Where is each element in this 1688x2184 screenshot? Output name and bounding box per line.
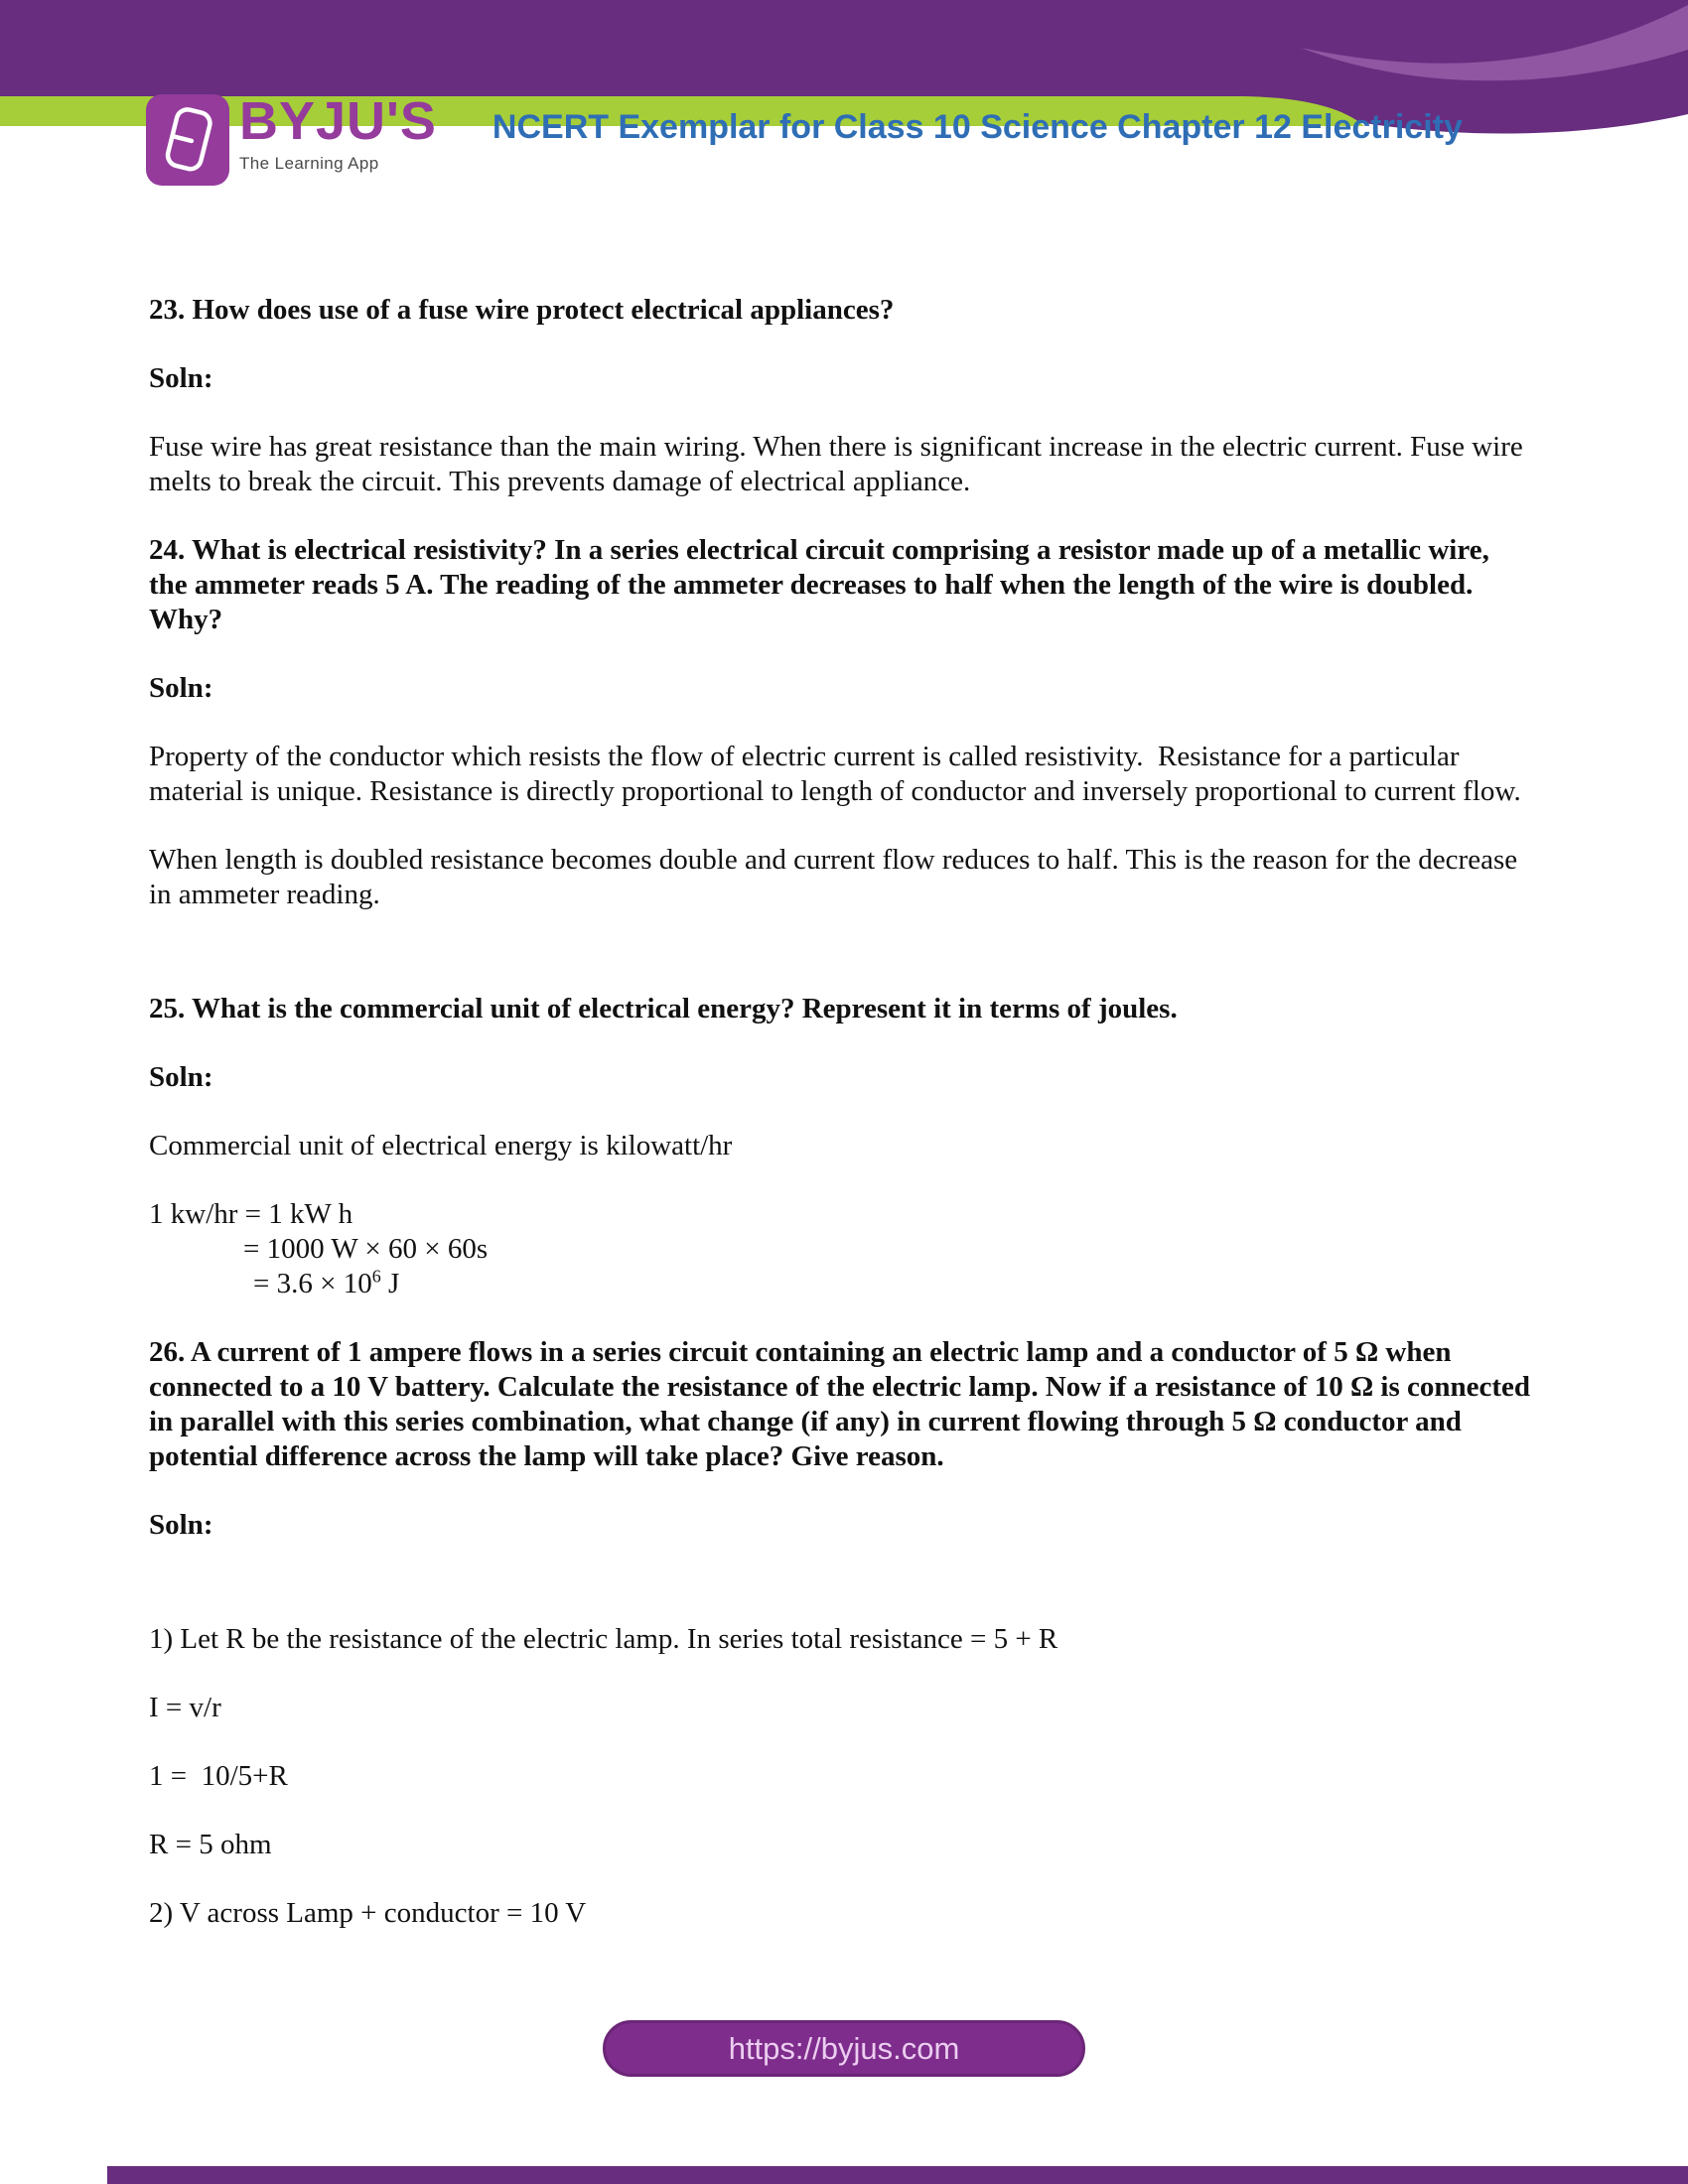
math-line: 1 kw/hr = 1 kW h xyxy=(149,1198,353,1230)
math-line: = 1000 W × 60 × 60s xyxy=(243,1233,489,1265)
solution-paragraph: When length is doubled resistance becomes double and current flow reduces to half. This is the reason for the decrease in ammeter reading. xyxy=(149,844,1525,910)
byjus-brand-name: BYJU'S xyxy=(239,91,437,151)
superscript-exponent: 6 xyxy=(371,1266,381,1287)
solution-paragraph: 1) Let R be the resistance of the electric lamp. In series total resistance = 5 + R xyxy=(149,1623,1058,1655)
byjus-logo-text xyxy=(239,91,437,174)
solution-paragraph: 2) V across Lamp + conductor = 10 V xyxy=(149,1897,587,1929)
solution-paragraph: I = v/r xyxy=(149,1692,221,1723)
solution-label: Soln: xyxy=(149,1061,213,1093)
solution-paragraph: Fuse wire has great resistance than the main wiring. When there is significant increase in the electric current. Fuse wire melts to break the circuit. This prevents damage of electrical appliance. xyxy=(149,431,1530,497)
byjus-b-icon xyxy=(146,94,229,186)
solution-paragraph: Commercial unit of electrical energy is kilowatt/hr xyxy=(149,1130,733,1161)
math-line: = $3.6 \times 10^6$ J xyxy=(253,1266,400,1299)
solution-paragraph: 1 = 10/5+R xyxy=(149,1760,288,1792)
question-text: 26. A current of 1 ampere flows in a series circuit containing an electric lamp and a conductor of 5 Ω when connected to a 10 V battery. Calculate the resistance of the electric lamp. Now if a resistance of 10 Ω is connected in parallel with this series combination, what change (if any) in current flowing through 5 Ω conductor and potential difference across the lamp will take place? Give reason. xyxy=(149,1336,1538,1472)
question-text: 25. What is the commercial unit of electrical energy? Represent it in terms of joules. xyxy=(149,993,1178,1024)
byjus-logo xyxy=(146,91,437,186)
solution-label: Soln: xyxy=(149,362,213,394)
question-text: 23. How does use of a fuse wire protect electrical appliances? xyxy=(149,294,895,326)
solution-paragraph: Property of the conductor which resists the flow of electric current is called resistivity. Resistance for a particular material is unique. Resistance is directly proportional to length of conductor and inversely proportional to current flow. xyxy=(149,741,1521,807)
question-text: 24. What is electrical resistivity? In a series electrical circuit comprising a resistor made up of a metallic wire, the ammeter reads 5 A. The reading of the ammeter decreases to half when the length of the wire is doubled. Why? xyxy=(149,534,1497,635)
solution-paragraph: R = 5 ohm xyxy=(149,1829,272,1860)
byjus-url-pill[interactable] xyxy=(603,2020,1085,2077)
bottom-purple-bar xyxy=(107,2166,1688,2184)
page-title: NCERT Exemplar for Class 10 Science Chapter 12 Electricity xyxy=(492,108,1463,146)
solution-label: Soln: xyxy=(149,1509,213,1541)
byjus-tagline: The Learning App xyxy=(239,154,379,173)
solution-label: Soln: xyxy=(149,672,213,704)
page-header xyxy=(146,91,1569,186)
byjus-url-text: https://byjus.com xyxy=(728,2030,960,2066)
document-body xyxy=(149,293,1538,1931)
